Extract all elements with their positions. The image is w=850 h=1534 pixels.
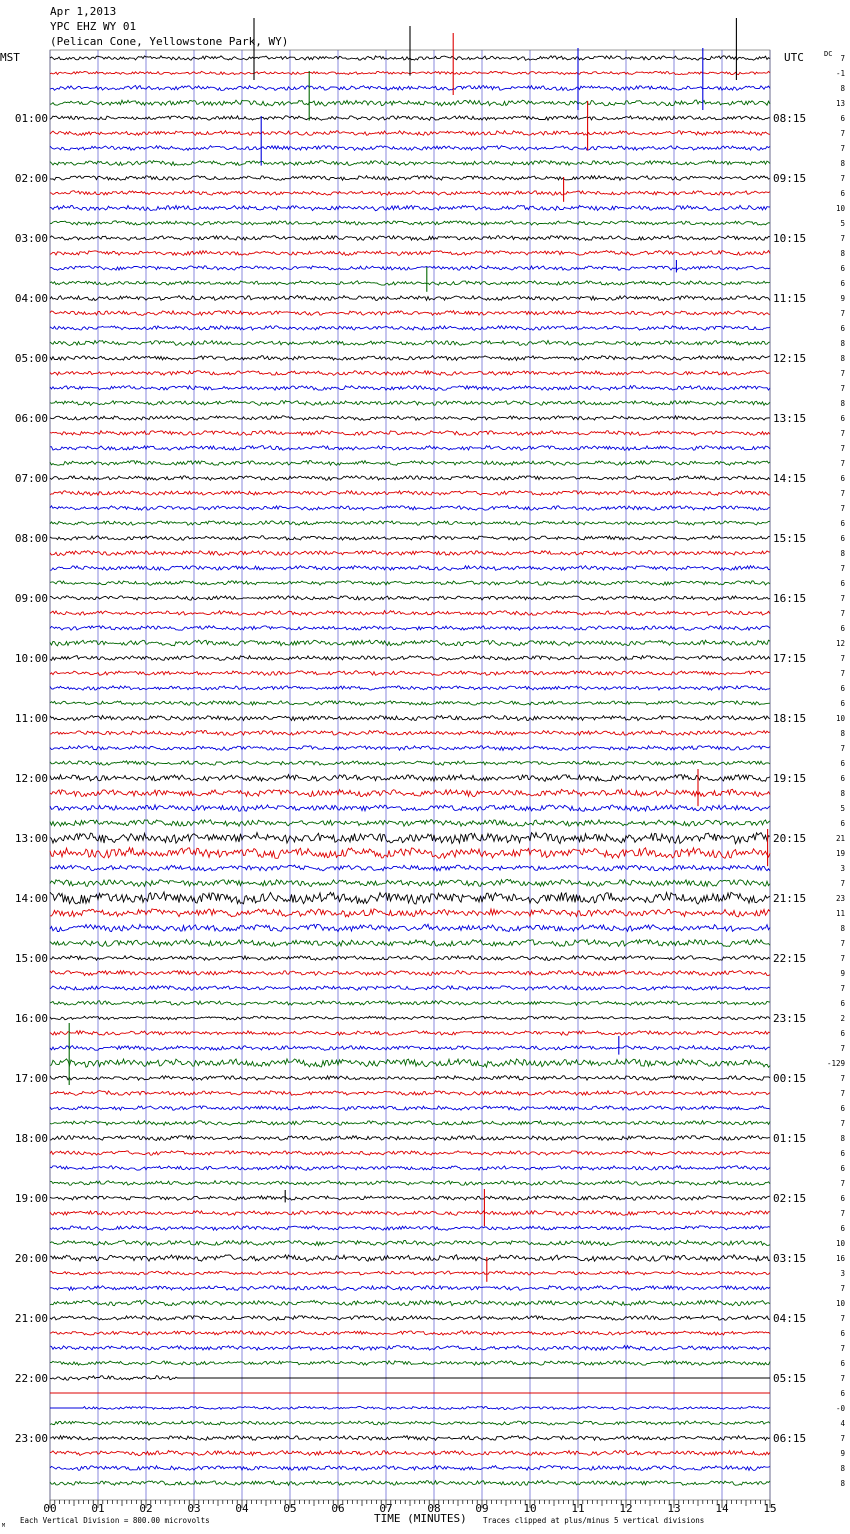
- right-hour-label: 23:15: [773, 1012, 807, 1025]
- trace-dc-value: 6: [840, 414, 845, 423]
- x-axis-title: TIME (MINUTES): [374, 1512, 467, 1525]
- right-hour-label: 20:15: [773, 832, 807, 845]
- trace-dc-value: 6: [840, 279, 845, 288]
- trace-row-93: [50, 1451, 770, 1456]
- right-hour-label: 03:15: [773, 1252, 807, 1265]
- trace-dc-value: 7: [840, 1044, 845, 1053]
- trace-row-23: [50, 401, 770, 406]
- trace-row-18: [50, 326, 770, 330]
- right-hour-label: 18:15: [773, 712, 807, 725]
- x-tick-label: 08: [427, 1502, 441, 1515]
- trace-dc-value: 6: [840, 1329, 845, 1338]
- trace-row-91: [50, 1421, 770, 1425]
- trace-dc-value: 7: [840, 669, 845, 678]
- plot-date: Apr 1,2013: [50, 5, 117, 18]
- corner-mark: M: [2, 1523, 6, 1529]
- trace-dc-value: 7: [840, 564, 845, 573]
- trace-row-77: [50, 1211, 770, 1216]
- right-hour-label: 17:15: [773, 652, 807, 665]
- trace-dc-value: 7: [840, 609, 845, 618]
- trace-row-88: [50, 1376, 770, 1381]
- trace-dc-value: 16: [835, 1254, 845, 1263]
- left-hour-label: 10:00: [14, 652, 48, 665]
- trace-dc-value: 7: [840, 954, 845, 963]
- left-hour-label: 18:00: [14, 1132, 48, 1145]
- right-hour-label: 01:15: [773, 1132, 807, 1145]
- trace-row-92: [50, 1436, 770, 1441]
- trace-dc-value: 12: [835, 639, 845, 648]
- trace-row-36: [50, 596, 770, 601]
- trace-dc-value: -129: [826, 1059, 845, 1068]
- x-tick-label: 06: [331, 1502, 345, 1515]
- trace-row-42: [50, 686, 770, 690]
- x-tick-label: 15: [763, 1502, 777, 1515]
- trace-dc-value: 5: [840, 219, 845, 228]
- trace-dc-value: 6: [840, 534, 845, 543]
- right-hour-label: 02:15: [773, 1192, 807, 1205]
- right-hour-label: 14:15: [773, 472, 807, 485]
- trace-dc-value: 7: [840, 429, 845, 438]
- trace-row-25: [50, 431, 770, 436]
- trace-dc-value: 6: [840, 1359, 845, 1368]
- x-tick-label: 07: [379, 1502, 393, 1515]
- trace-row-2: [50, 86, 770, 91]
- trace-row-15: [50, 281, 770, 286]
- trace-row-60: [50, 956, 770, 961]
- trace-row-87: [50, 1361, 770, 1365]
- left-hour-label: 15:00: [14, 952, 48, 965]
- trace-dc-value: 8: [840, 789, 845, 798]
- trace-dc-value: 8: [840, 729, 845, 738]
- trace-row-66: [50, 1046, 770, 1051]
- left-hour-label: 01:00: [14, 112, 48, 125]
- trace-dc-value: 5: [840, 804, 845, 813]
- x-tick-label: 05: [283, 1502, 297, 1515]
- trace-dc-value: 7: [840, 444, 845, 453]
- trace-row-41: [50, 671, 770, 676]
- trace-row-54: [50, 865, 770, 871]
- x-tick-label: 12: [619, 1502, 633, 1515]
- trace-dc-value: 7: [840, 129, 845, 138]
- dc-label: DC: [824, 50, 833, 58]
- trace-row-9: [50, 191, 770, 196]
- trace-row-28: [50, 476, 770, 480]
- trace-dc-value: 7: [840, 1209, 845, 1218]
- trace-row-50: [50, 805, 770, 811]
- x-tick-label: 11: [571, 1502, 585, 1515]
- trace-dc-value: 8: [840, 84, 845, 93]
- trace-dc-value: 8: [840, 1479, 845, 1488]
- trace-row-56: [50, 892, 770, 904]
- trace-dc-value: 8: [840, 249, 845, 258]
- trace-dc-value: 9: [840, 294, 845, 303]
- trace-dc-value: 8: [840, 1134, 845, 1143]
- trace-dc-value: 7: [840, 1074, 845, 1083]
- trace-dc-value: 8: [840, 1464, 845, 1473]
- trace-row-67: [50, 1059, 770, 1067]
- trace-row-37: [50, 611, 770, 616]
- trace-row-30: [50, 506, 770, 511]
- trace-dc-value: 7: [840, 939, 845, 948]
- trace-row-11: [50, 221, 770, 225]
- right-hour-label: 21:15: [773, 892, 807, 905]
- trace-row-20: [50, 356, 770, 361]
- trace-dc-value: 7: [840, 744, 845, 753]
- trace-dc-value: 10: [835, 1239, 845, 1248]
- trace-row-7: [50, 161, 770, 166]
- trace-row-79: [50, 1240, 770, 1245]
- trace-row-21: [50, 371, 770, 376]
- scale-note: Each Vertical Division = 800.00 microvolts: [20, 1516, 210, 1525]
- trace-dc-value: 7: [840, 1179, 845, 1188]
- left-hour-label: 03:00: [14, 232, 48, 245]
- left-hour-label: 23:00: [14, 1432, 48, 1445]
- trace-row-12: [50, 236, 770, 241]
- x-tick-label: 03: [187, 1502, 201, 1515]
- trace-dc-value: 6: [840, 1164, 845, 1173]
- trace-dc-value: 7: [840, 174, 845, 183]
- trace-dc-value: 8: [840, 399, 845, 408]
- trace-dc-value: 6: [840, 189, 845, 198]
- trace-row-62: [50, 986, 770, 990]
- trace-row-82: [50, 1286, 770, 1291]
- trace-row-22: [50, 386, 770, 391]
- trace-row-17: [50, 311, 770, 316]
- right-hour-label: 11:15: [773, 292, 807, 305]
- trace-dc-value: 6: [840, 759, 845, 768]
- trace-row-34: [50, 566, 770, 571]
- trace-dc-value: 7: [840, 1374, 845, 1383]
- trace-row-81: [50, 1271, 770, 1275]
- trace-row-26: [50, 446, 770, 451]
- trace-row-71: [50, 1121, 770, 1126]
- trace-row-27: [50, 461, 770, 466]
- trace-row-73: [50, 1151, 770, 1155]
- trace-row-32: [50, 536, 770, 540]
- trace-row-57: [50, 909, 770, 917]
- left-hour-label: 08:00: [14, 532, 48, 545]
- trace-dc-value: -0: [835, 1404, 845, 1413]
- trace-row-6: [50, 146, 770, 151]
- trace-dc-value: 9: [840, 969, 845, 978]
- station-location: (Pelican Cone, Yellowstone Park, WY): [50, 35, 289, 48]
- trace-dc-value: 8: [840, 339, 845, 348]
- left-hour-label: 16:00: [14, 1012, 48, 1025]
- trace-dc-value: 4: [840, 1419, 845, 1428]
- trace-dc-value: -1: [835, 69, 845, 78]
- trace-dc-value: 7: [840, 654, 845, 663]
- trace-row-74: [50, 1166, 770, 1170]
- trace-dc-value: 7: [840, 369, 845, 378]
- trace-row-58: [50, 924, 770, 931]
- trace-row-85: [50, 1331, 770, 1335]
- trace-dc-value: 8: [840, 159, 845, 168]
- trace-row-35: [50, 581, 770, 585]
- trace-dc-value: 3: [840, 864, 845, 873]
- trace-row-90: [50, 1406, 770, 1409]
- trace-row-61: [50, 970, 770, 975]
- trace-dc-value: 7: [840, 879, 845, 888]
- x-tick-label: 01: [91, 1502, 105, 1515]
- trace-row-3: [50, 100, 770, 106]
- trace-row-86: [50, 1346, 770, 1351]
- left-hour-label: 13:00: [14, 832, 48, 845]
- trace-dc-value: 8: [840, 549, 845, 558]
- x-tick-label: 00: [43, 1502, 57, 1515]
- trace-dc-value: 6: [840, 579, 845, 588]
- right-hour-label: 15:15: [773, 532, 807, 545]
- trace-dc-value: 7: [840, 54, 845, 63]
- trace-dc-value: 7: [840, 459, 845, 468]
- trace-row-38: [50, 626, 770, 631]
- trace-dc-value: 6: [840, 264, 845, 273]
- trace-dc-value: 6: [840, 684, 845, 693]
- trace-row-19: [50, 341, 770, 346]
- trace-dc-value: 6: [840, 519, 845, 528]
- left-hour-label: 07:00: [14, 472, 48, 485]
- trace-dc-value: 7: [840, 489, 845, 498]
- left-hour-label: 20:00: [14, 1252, 48, 1265]
- left-hour-label: 09:00: [14, 592, 48, 605]
- trace-row-78: [50, 1226, 770, 1230]
- trace-row-16: [50, 296, 770, 301]
- right-hour-label: 19:15: [773, 772, 807, 785]
- trace-row-72: [50, 1136, 770, 1141]
- trace-dc-value: 7: [840, 144, 845, 153]
- trace-row-40: [50, 656, 770, 661]
- trace-dc-value: 8: [840, 924, 845, 933]
- trace-dc-value: 7: [840, 234, 845, 243]
- trace-dc-value: 9: [840, 1449, 845, 1458]
- trace-dc-value: 10: [835, 1299, 845, 1308]
- trace-row-24: [50, 416, 770, 420]
- trace-row-80: [50, 1255, 770, 1261]
- left-hour-label: 21:00: [14, 1312, 48, 1325]
- trace-row-10: [50, 205, 770, 210]
- left-hour-label: 04:00: [14, 292, 48, 305]
- x-tick-label: 02: [139, 1502, 153, 1515]
- trace-row-29: [50, 491, 770, 496]
- trace-row-45: [50, 731, 770, 736]
- trace-row-53: [50, 848, 770, 859]
- left-hour-label: 19:00: [14, 1192, 48, 1205]
- left-hour-label: 14:00: [14, 892, 48, 905]
- trace-dc-value: 7: [840, 1434, 845, 1443]
- trace-row-55: [50, 879, 770, 886]
- trace-row-33: [50, 551, 770, 556]
- trace-row-65: [50, 1031, 770, 1035]
- trace-dc-value: 7: [840, 1089, 845, 1098]
- left-hour-label: 11:00: [14, 712, 48, 725]
- left-hour-label: 02:00: [14, 172, 48, 185]
- trace-dc-value: 7: [840, 984, 845, 993]
- trace-dc-value: 6: [840, 1029, 845, 1038]
- trace-row-4: [50, 116, 770, 121]
- trace-row-70: [50, 1106, 770, 1110]
- trace-row-52: [50, 833, 770, 844]
- x-tick-label: 13: [667, 1502, 681, 1515]
- right-hour-label: 00:15: [773, 1072, 807, 1085]
- station-code: YPC EHZ WY 01: [50, 20, 137, 33]
- left-hour-label: 17:00: [14, 1072, 48, 1085]
- trace-dc-value: 13: [835, 99, 845, 108]
- trace-row-68: [50, 1076, 770, 1081]
- right-timezone-label: UTC: [784, 51, 804, 64]
- trace-row-13: [50, 251, 770, 256]
- trace-row-63: [50, 1001, 770, 1006]
- trace-row-31: [50, 521, 770, 525]
- trace-dc-value: 7: [840, 594, 845, 603]
- trace-row-83: [50, 1300, 770, 1305]
- right-hour-label: 05:15: [773, 1372, 807, 1385]
- trace-row-47: [50, 761, 770, 765]
- trace-row-59: [50, 940, 770, 947]
- trace-dc-value: 10: [835, 204, 845, 213]
- trace-dc-value: 8: [840, 354, 845, 363]
- trace-row-39: [50, 640, 770, 646]
- trace-dc-value: 6: [840, 999, 845, 1008]
- trace-dc-value: 6: [840, 1224, 845, 1233]
- x-tick-label: 04: [235, 1502, 249, 1515]
- trace-row-48: [50, 775, 770, 782]
- x-tick-label: 14: [715, 1502, 729, 1515]
- trace-row-84: [50, 1316, 770, 1321]
- trace-dc-value: 6: [840, 324, 845, 333]
- x-tick-label: 09: [475, 1502, 489, 1515]
- trace-dc-value: 7: [840, 504, 845, 513]
- x-tick-label: 10: [523, 1502, 537, 1515]
- trace-dc-value: 6: [840, 819, 845, 828]
- trace-dc-value: 7: [840, 309, 845, 318]
- trace-dc-value: 6: [840, 1194, 845, 1203]
- clip-note: Traces clipped at plus/minus 5 vertical divisions: [483, 1516, 705, 1525]
- trace-dc-value: 19: [835, 849, 845, 858]
- trace-dc-value: 11: [835, 909, 845, 918]
- trace-row-46: [50, 746, 770, 751]
- left-hour-label: 12:00: [14, 772, 48, 785]
- trace-row-76: [50, 1196, 770, 1200]
- trace-dc-value: 6: [840, 699, 845, 708]
- right-hour-label: 22:15: [773, 952, 807, 965]
- trace-dc-value: 7: [840, 1314, 845, 1323]
- seismic-traces: [50, 56, 770, 1486]
- trace-dc-value: 6: [840, 474, 845, 483]
- trace-row-8: [50, 176, 770, 181]
- trace-dc-value: 6: [840, 1389, 845, 1398]
- trace-dc-value: 6: [840, 774, 845, 783]
- right-hour-label: 16:15: [773, 592, 807, 605]
- right-hour-label: 13:15: [773, 412, 807, 425]
- trace-dc-value: 23: [835, 894, 845, 903]
- trace-dc-value: 6: [840, 1104, 845, 1113]
- trace-dc-value: 3: [840, 1269, 845, 1278]
- trace-dc-value: 2: [840, 1014, 845, 1023]
- trace-row-95: [50, 1481, 770, 1486]
- trace-dc-value: 7: [840, 1284, 845, 1293]
- right-hour-label: 08:15: [773, 112, 807, 125]
- trace-row-94: [50, 1466, 770, 1471]
- trace-row-69: [50, 1091, 770, 1096]
- right-hour-label: 04:15: [773, 1312, 807, 1325]
- trace-row-51: [50, 820, 770, 827]
- right-hour-label: 10:15: [773, 232, 807, 245]
- trace-row-43: [50, 701, 770, 706]
- trace-dc-value: 21: [835, 834, 845, 843]
- left-hour-label: 22:00: [14, 1372, 48, 1385]
- right-hour-label: 12:15: [773, 352, 807, 365]
- trace-dc-value: 6: [840, 1149, 845, 1158]
- left-timezone-label: MST: [0, 51, 20, 64]
- trace-dc-value: 7: [840, 384, 845, 393]
- trace-row-14: [50, 266, 770, 270]
- trace-row-64: [50, 1016, 770, 1020]
- trace-row-44: [50, 716, 770, 721]
- trace-dc-value: 10: [835, 714, 845, 723]
- right-hour-label: 06:15: [773, 1432, 807, 1445]
- trace-dc-value: 7: [840, 1344, 845, 1353]
- left-hour-label: 05:00: [14, 352, 48, 365]
- right-hour-label: 09:15: [773, 172, 807, 185]
- left-hour-label: 06:00: [14, 412, 48, 425]
- trace-row-49: [50, 789, 770, 796]
- trace-dc-value: 6: [840, 624, 845, 633]
- trace-row-75: [50, 1181, 770, 1186]
- trace-dc-value: 7: [840, 1119, 845, 1128]
- trace-dc-value: 6: [840, 114, 845, 123]
- trace-row-5: [50, 131, 770, 136]
